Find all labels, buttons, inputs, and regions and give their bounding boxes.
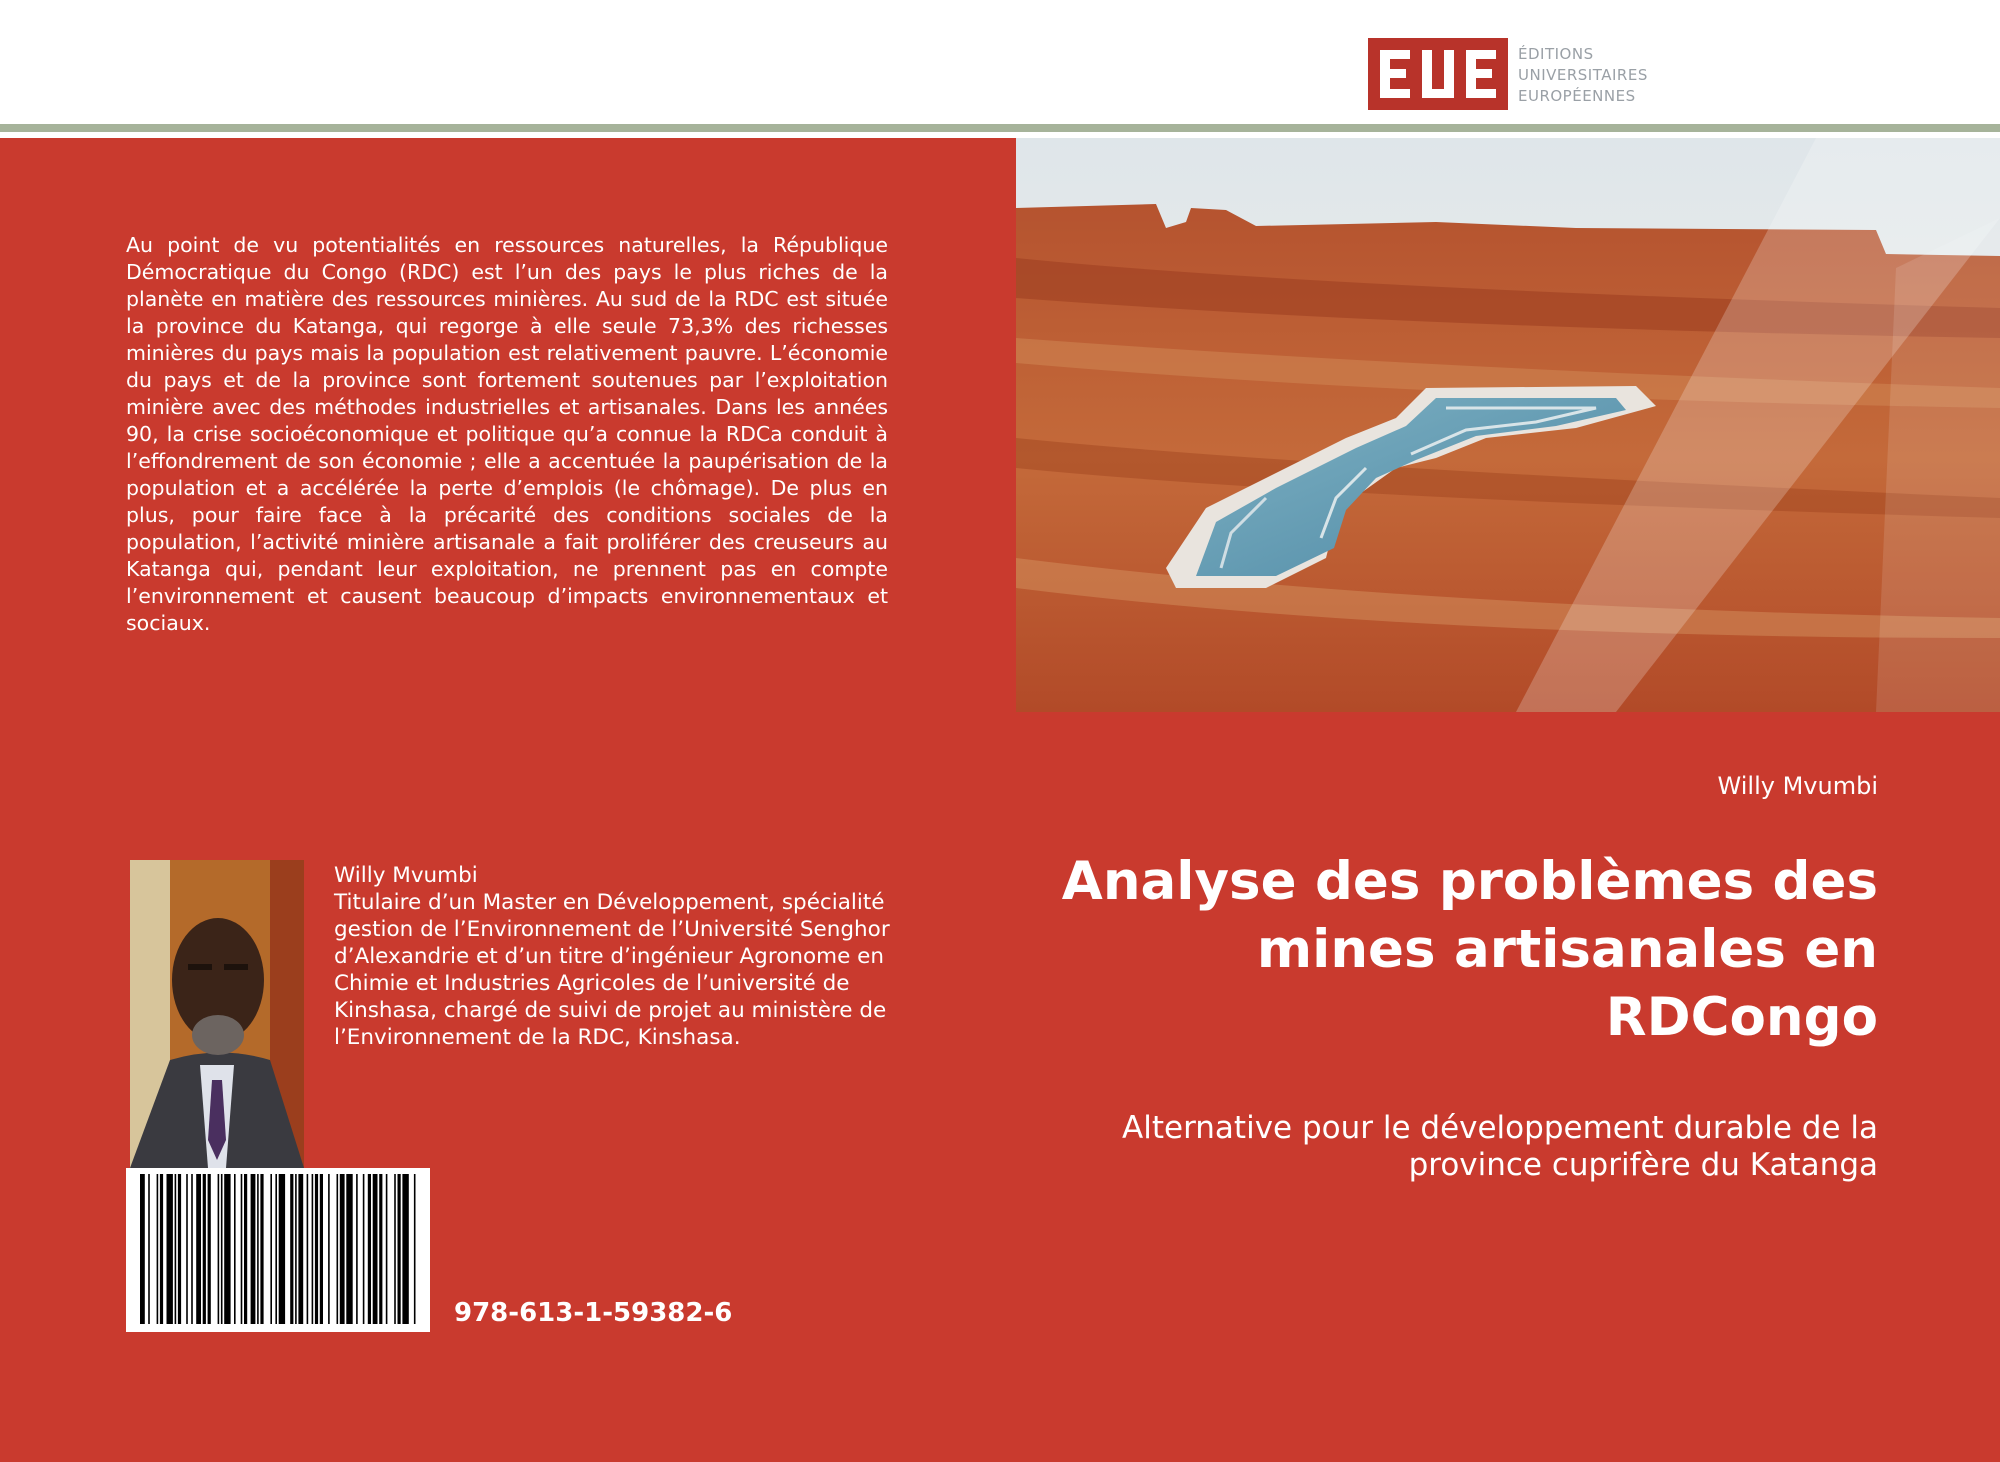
publisher-name-line-1: ÉDITIONS: [1518, 45, 1594, 63]
barcode-bar: [221, 1174, 223, 1324]
barcode-bar: [379, 1174, 382, 1324]
barcode-bar: [234, 1174, 236, 1324]
barcode-bar: [315, 1174, 318, 1324]
publisher-name-line-3: EUROPÉENNES: [1518, 87, 1636, 105]
barcode-bar: [290, 1174, 293, 1324]
barcode-bar: [157, 1174, 159, 1324]
barcode-bar: [251, 1174, 256, 1324]
barcode-bar: [402, 1174, 408, 1324]
barcode-bar: [295, 1174, 297, 1324]
barcode-bar: [298, 1174, 303, 1324]
barcode-bar: [346, 1174, 352, 1324]
barcode-bar: [178, 1174, 181, 1324]
barcode-bar: [241, 1174, 243, 1324]
barcode-bar: [167, 1174, 173, 1324]
barcode-bar: [398, 1174, 401, 1324]
barcode-bar: [356, 1174, 358, 1324]
barcode-bar: [203, 1174, 206, 1324]
author-bio-text: Titulaire d’un Master en Développement, spécialité gestion de l’Environnement de l’Université Senghor d’Alexandrie et d’un titre d’ingénieur Agronome en Chimie et Industries Agricoles de l’université de Kinshasa, chargé de suivi de projet au ministère de l’Environnement de la RDC, Kinshasa.: [334, 890, 890, 1050]
portrait-drawing: [130, 860, 304, 1168]
barcode-bar: [328, 1174, 330, 1324]
publisher-name-line-2: UNIVERSITAIRES: [1518, 66, 1648, 84]
barcode-bar: [224, 1174, 230, 1324]
canyon-mine-ponds-image: [1016, 138, 2000, 712]
barcode-bar: [279, 1174, 285, 1324]
barcode-bar: [414, 1174, 416, 1324]
barcode-bar: [196, 1174, 201, 1324]
author-bio-block: [334, 862, 894, 1051]
barcode-bar: [148, 1174, 150, 1324]
front-cover-author: Willy Mvumbi: [1717, 772, 1878, 800]
isbn-number: 978-613-1-59382-6: [454, 1298, 733, 1328]
author-portrait-image: [130, 860, 304, 1168]
barcode-bar: [307, 1174, 309, 1324]
barcode-bar: [337, 1174, 339, 1324]
barcode-bar: [275, 1174, 277, 1324]
back-cover-summary: Au point de vu potentialités en ressources naturelles, la République Démocratique du Congo (RDC) est l’un des pays le plus riches de la planète en matière des ressources minières. Au sud de la RDC est située la province du Katanga, qui regorge à elle seule 73,3% des richesses minières du pays mais la population est relativement pauvre. L’économie du pays et de la province sont fortement soutenues par l’exploitation minière avec des méthodes industrielles et artisanales. Dans les années 90, la crise socioéconomique et politique qu’a connue la RDCa conduit à l’effondrement de son économie ; elle a accentuée la paupérisation de la population et a accélérée la perte d’emplois (le chômage). De plus en plus, pour faire face à la précarité des conditions sociales de la population, l’activité minière artisanale a fait proliférer des creuseurs au Katanga qui, pendant leur exploitation, ne prennent pas en compte l’environnement et causent beaucoup d’impacts environnementaux et sociaux.: [126, 233, 888, 635]
header-stripe: [0, 124, 2000, 132]
barcode-bars: [126, 1168, 430, 1332]
publisher-header: [0, 0, 2000, 124]
book-subtitle: Alternative pour le développement durable de la province cuprifère du Katanga: [1122, 1110, 1878, 1183]
barcode-bar: [186, 1174, 188, 1324]
book-title: Analyse des problèmes des mines artisanales en RDCongo: [1061, 851, 1878, 1048]
barcode-bar: [218, 1174, 220, 1324]
barcode-bar: [320, 1174, 323, 1324]
barcode-bar: [368, 1174, 371, 1324]
barcode-bar: [363, 1174, 365, 1324]
barcode-bar: [175, 1174, 177, 1324]
barcode-bar: [312, 1174, 314, 1324]
publisher-name: [1518, 44, 1648, 107]
barcode-bar: [191, 1174, 193, 1324]
barcode-bar: [394, 1174, 396, 1324]
barcode-bar: [257, 1174, 259, 1324]
isbn-barcode-icon: [126, 1168, 430, 1332]
cover-photo-drawing: [1016, 138, 2000, 712]
barcode-bar: [386, 1174, 388, 1324]
barcode-bar: [260, 1174, 263, 1324]
barcode-bar: [270, 1174, 272, 1324]
barcode-bar: [244, 1174, 247, 1324]
barcode-bar: [160, 1174, 163, 1324]
barcode-bar: [373, 1174, 378, 1324]
barcode-bar: [208, 1174, 211, 1324]
author-bio-name: Willy Mvumbi: [334, 863, 478, 888]
barcode-bar: [140, 1174, 145, 1324]
barcode-bar: [340, 1174, 345, 1324]
publisher-logo-icon: [1368, 38, 1508, 110]
